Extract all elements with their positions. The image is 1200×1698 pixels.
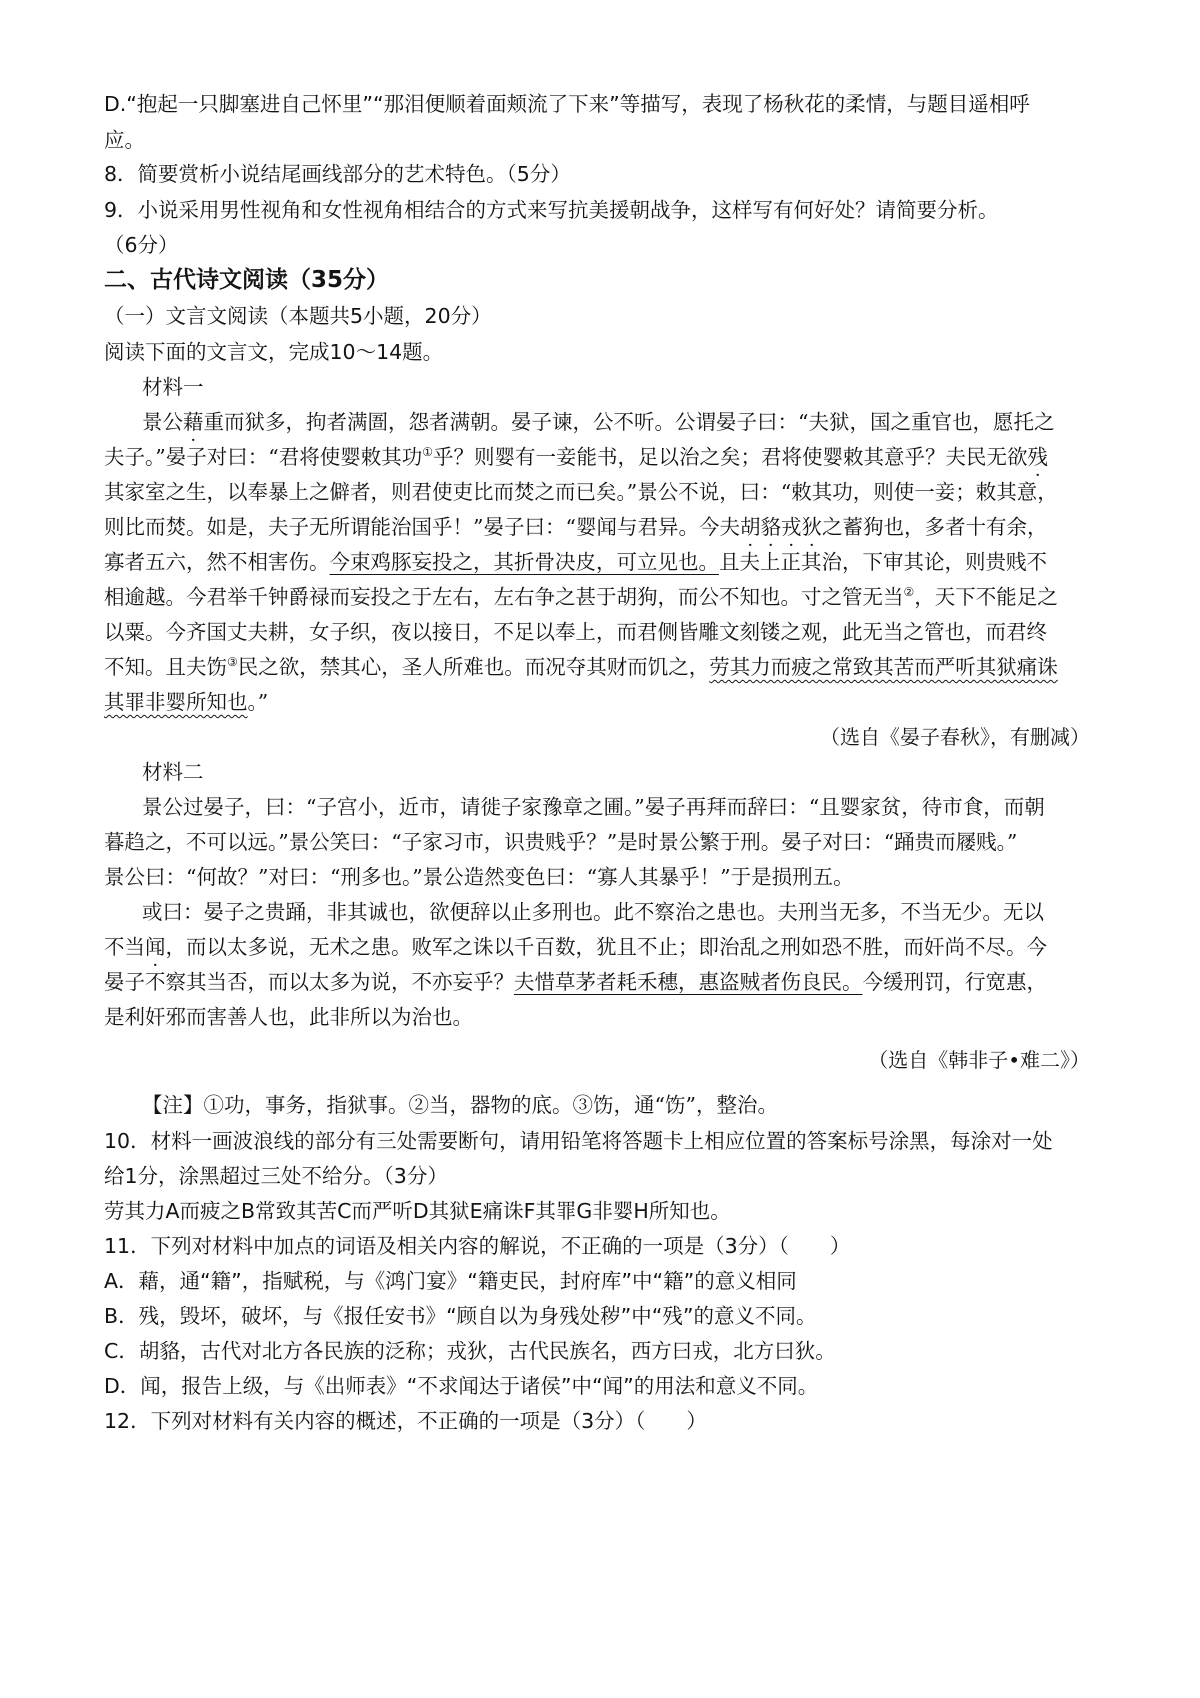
footnote-marker: ② (903, 585, 915, 600)
reading-instruction: 阅读下面的文言文，完成10～14题。 (104, 340, 444, 364)
question-11-option-a: A．藉，通“籍”，指赋税，与《鸿门宴》“籍吏民，封府库”中“籍”的意义相同 (104, 1269, 797, 1293)
material-1-line-5 (104, 548, 1047, 576)
text-segment: 乎？则婴有一妾能书，足以治之矣；君将使婴敕其意乎？夫民无欲 (432, 445, 1028, 469)
wavy-underlined-text: 其罪非婴所知也 (104, 690, 248, 714)
text-segment: 。” (247, 690, 269, 714)
question-12-stem: 12．下列对材料有关内容的概述，不正确的一项是（3分）（ ） (104, 1409, 707, 1433)
material-1-line-3: 其家室之生，以奉暴上之僻者，则君使吏比而焚之而已矣。”景公不说，曰：“敕其功，则使一妾；敕其意， (104, 480, 1058, 504)
dotted-word-mo: 貉 (760, 515, 781, 539)
material-2-line-5 (104, 933, 1047, 961)
material-1-line-4 (104, 513, 1047, 541)
material-2-line-6 (104, 968, 1047, 996)
material-2-line-2: 暮趋之，不可以远。”景公笑曰：“子家习市，识贵贱乎？”是时景公繁于刑。晏子对曰：“踊贵而屦贱。” (104, 830, 1018, 854)
text-segment: 寡者五六，然不相害伤。 (104, 550, 330, 574)
option-d-line-1: D.“抱起一只脚塞进自己怀里”“那泪便顺着面颊流了下来”等描写，表现了杨秋花的柔情，与题目遥相呼 (104, 92, 1030, 116)
question-10-sentence: 劳其力A而疲之B常致其苦C而严听D其狱E痛诛F其罪G非婴H所知也。 (104, 1199, 731, 1223)
dotted-word-wen: 闻 (145, 935, 166, 959)
dotted-word-di: 狄 (801, 515, 822, 539)
material-1-line-2 (104, 443, 1048, 471)
question-9-line-1: 9．小说采用男性视角和女性视角相结合的方式来写抗美援朝战争，这样写有何好处？请简要分析。 (104, 198, 999, 222)
text-segment: 夫子。”晏子对曰：“君将使婴敕其功 (104, 445, 423, 469)
question-8: 8．简要赏析小说结尾画线部分的艺术特色。（5分） (104, 162, 571, 186)
material-2-source: （选自《韩非子•难二》） (868, 1048, 1090, 1072)
text-segment: 不当 (104, 935, 145, 959)
text-segment: 景公 (142, 410, 183, 434)
underlined-sentence: 夫惜草茅者耗禾穗，惠盗贼者伤良民。 (514, 970, 863, 994)
text-segment: 重而狱多，拘者满圄，怨者满朝。晏子谏，公不听。公谓晏子曰：“夫狱，国之重官也，愿托之 (203, 410, 1055, 434)
material-1-line-8 (104, 653, 1058, 681)
footnote-marker: ① (422, 445, 433, 460)
section-2-title: 二、古代诗文阅读（35分） (104, 267, 390, 293)
dotted-word-hu: 胡 (739, 515, 761, 539)
material-1-label: 材料一 (142, 375, 204, 399)
wavy-underlined-text: 劳其力而疲之常致其苦而严听其狱痛诛 (709, 655, 1058, 679)
text-segment: ，天下不能足之 (914, 585, 1058, 609)
text-segment: 今缓刑罚，行宽惠， (862, 970, 1047, 994)
footnote-marker: ③ (227, 655, 238, 670)
material-1-line-6 (104, 583, 1058, 611)
text-segment: 民之欲，禁其心，圣人所难也。而况夺其财而饥之， (237, 655, 710, 679)
question-11-option-d: D．闻，报告上级，与《出师表》“不求闻达于诸侯”中“闻”的用法和意义不同。 (104, 1374, 819, 1398)
annotation-note: 【注】①功，事务，指狱事。②当，器物的底。③饬，通“饬”，整治。 (142, 1093, 778, 1117)
material-1-line-7: 以粟。今齐国丈夫耕，女子织，夜以接日，不足以奉上，而君侧皆雕文刻镂之观，此无当之管也，而君终 (104, 620, 1047, 644)
material-2-line-3: 景公曰：“何故？”对曰：“刑多也。”景公造然变色曰：“寡人其暴乎！”于是损刑五。 (104, 865, 854, 889)
dotted-word-can: 残 (1027, 445, 1048, 469)
text-segment: ，而以太多说，无术之患。败军之诛以千百数，犹且不止；即治乱之刑如恐不胜，而奸尚不尽。今 (165, 935, 1047, 959)
material-1-line-1 (142, 408, 1054, 436)
dotted-word-ji: 藉 (183, 410, 204, 434)
text-segment: 相逾越。今君举千钟爵禄而妄投之于左右，左右争之甚于胡狗，而公不知也。寸之管无当 (104, 585, 904, 609)
material-2-line-4: 或曰：晏子之贵踊，非其诚也，欲便辞以止多刑也。此不察治之患也。夫刑当无多，不当无少。无以 (142, 900, 1044, 924)
text-segment: 不知。且夫饬 (104, 655, 227, 679)
option-d-line-2: 应。 (104, 128, 145, 152)
text-segment: 晏子不察其当否，而以太多为说，不亦妄乎？ (104, 970, 514, 994)
material-2-line-7: 是利奸邪而害善人也，此非所以为治也。 (104, 1005, 473, 1029)
subsection-1-title: （一）文言文阅读（本题共5小题，20分） (104, 304, 492, 328)
material-2-line-1: 景公过晏子，曰：“子宫小，近市，请徙子家豫章之圃。”晏子再拜而辞曰：“且婴家贫，待市食，而朝 (142, 795, 1045, 819)
question-9-line-2: （6分） (104, 233, 179, 257)
text-segment: 且夫上正其治，下审其论，则贵贱不 (719, 550, 1047, 574)
question-11-stem: 11．下列对材料中加点的词语及相关内容的解说，不正确的一项是（3分）（ ） (104, 1234, 851, 1258)
text-segment: 之蓄狗也，多者十有余， (821, 515, 1048, 539)
question-11-option-b: B．残，毁坏，破坏，与《报任安书》“顾自以为身残处秽”中“残”的意义不同。 (104, 1304, 817, 1328)
material-1-line-9 (104, 688, 268, 716)
underlined-sentence: 今束鸡豚妄投之，其折骨决皮，可立见也。 (329, 550, 719, 574)
dotted-word-rong: 戎 (780, 515, 802, 539)
question-10-line-2: 给1分，涂黑超过三处不给分。（3分） (104, 1164, 448, 1188)
question-10-line-1: 10．材料一画波浪线的部分有三处需要断句，请用铅笔将答题卡上相应位置的答案标号涂黑，每涂对一处 (104, 1129, 1053, 1153)
material-2-label: 材料二 (142, 760, 204, 784)
question-11-option-c: C．胡貉，古代对北方各民族的泛称；戎狄，古代民族名，西方曰戎，北方曰狄。 (104, 1339, 836, 1363)
text-segment: 则比而焚。如是，夫子无所谓能治国乎！”晏子曰：“婴闻与君异。今夫 (104, 515, 740, 539)
material-1-source: （选自《晏子春秋》，有删减） (820, 725, 1090, 749)
